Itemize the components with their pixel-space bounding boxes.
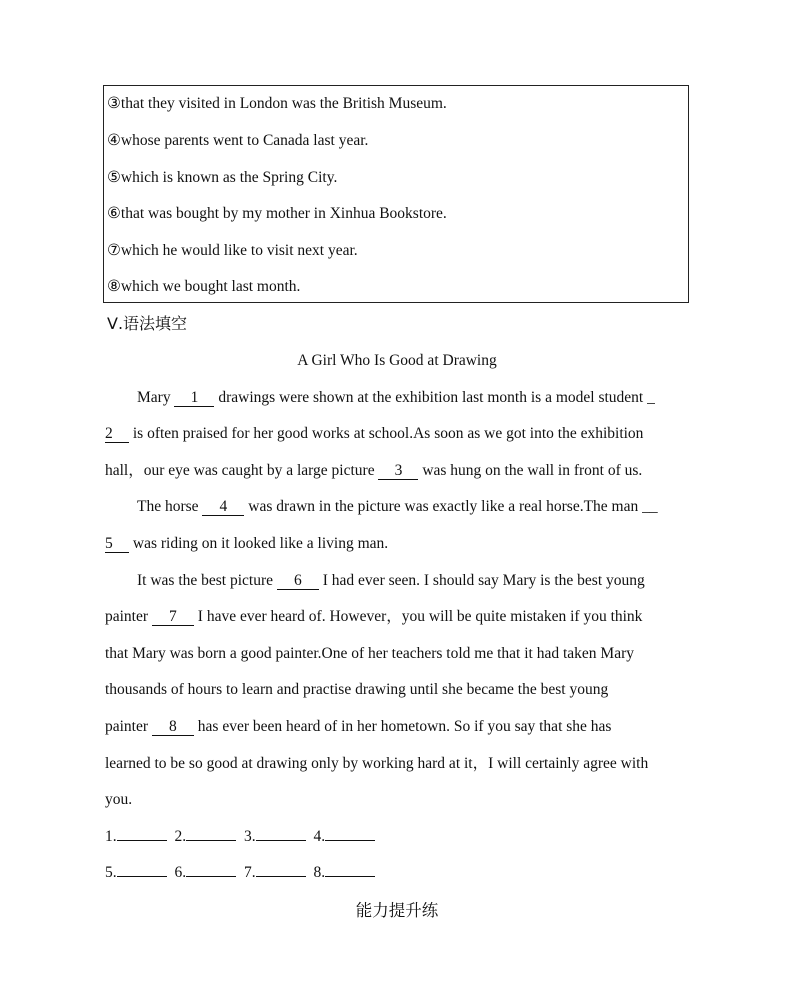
option-6: ⑥that was bought by my mother in Xinhua Bookstore.: [107, 205, 447, 222]
passage-line: thousands of hours to learn and practise drawing until she became the best young: [105, 681, 609, 698]
answer-number: 2.: [174, 828, 187, 845]
option-8: ⑧which we bought last month.: [107, 278, 301, 295]
passage-line: you.: [105, 791, 133, 808]
answer-item: [105, 826, 167, 848]
passage-line: [105, 716, 611, 738]
passage-line: [105, 423, 643, 445]
passage-text: was hung on the wall in front of us.: [418, 462, 643, 479]
answer-item: [244, 826, 306, 848]
answer-number: 4.: [313, 828, 326, 845]
answer-row: [105, 826, 379, 848]
option-3: ③that they visited in London was the British Museum.: [107, 95, 447, 112]
answer-number: 3.: [244, 828, 256, 845]
passage-line: [105, 606, 642, 628]
option-5: ⑤which is known as the Spring City.: [107, 169, 338, 186]
answer-blank-4[interactable]: [325, 826, 375, 841]
passage-line: learned to be so good at drawing only by working hard at it，I will certainly agree with: [105, 755, 649, 772]
blank-5[interactable]: 5: [105, 535, 129, 553]
answer-item: [244, 862, 306, 884]
blank-2[interactable]: 2: [105, 425, 129, 443]
passage-text: painter: [105, 608, 152, 625]
answer-item: [105, 862, 167, 884]
blank-3[interactable]: 3: [378, 462, 418, 480]
passage-text: was drawn in the picture was exactly like a real horse.The man __: [244, 498, 658, 515]
answer-blank-3[interactable]: [256, 826, 306, 841]
answer-number: 7.: [244, 864, 256, 881]
passage-line: [137, 570, 645, 592]
option-7: ⑦which he would like to visit next year.: [107, 242, 358, 259]
answer-number: 8.: [313, 864, 326, 881]
answer-item: [314, 826, 376, 848]
passage-text: hall，our eye was caught by a large picture: [105, 462, 379, 479]
passage-line: [105, 533, 388, 555]
passage-text: It was the best picture: [137, 572, 277, 589]
passage-text: drawings were shown at the exhibition last month is a model student _: [214, 389, 655, 406]
answer-item: [175, 862, 237, 884]
answer-number: 1.: [105, 828, 117, 845]
passage-text: painter: [105, 718, 152, 735]
passage-text: I have ever heard of. However，you will be quite mistaken if you think: [193, 608, 643, 625]
blank-4[interactable]: 4: [202, 498, 244, 516]
answer-blank-1[interactable]: [117, 826, 167, 841]
answer-blank-8[interactable]: [325, 862, 375, 877]
answer-item: [314, 862, 376, 884]
passage-text: I had ever seen. I should say Mary is the best young: [318, 572, 645, 589]
passage-line: [137, 387, 655, 409]
answer-blank-2[interactable]: [186, 826, 236, 841]
blank-7[interactable]: 7: [152, 608, 194, 626]
answer-number: 5.: [105, 864, 117, 881]
passage-title: A Girl Who Is Good at Drawing: [297, 352, 497, 369]
answer-row: [105, 862, 379, 884]
answer-blank-5[interactable]: [117, 862, 167, 877]
answer-number: 6.: [174, 864, 187, 881]
answer-blank-7[interactable]: [256, 862, 306, 877]
passage-line: [137, 496, 658, 518]
blank-1[interactable]: 1: [174, 389, 214, 407]
passage-text: Mary: [137, 389, 175, 406]
options-box: [103, 85, 689, 303]
answer-blank-6[interactable]: [186, 862, 236, 877]
passage-text: The horse: [137, 498, 203, 515]
section-heading: Ⅴ.语法填空: [107, 314, 188, 333]
footer-heading: 能力提升练: [355, 901, 439, 920]
option-4: ④whose parents went to Canada last year.: [107, 132, 369, 149]
blank-8[interactable]: 8: [152, 718, 194, 736]
passage-text: has ever been heard of in her hometown. So if you say that she has: [193, 718, 612, 735]
passage-text: is often praised for her good works at school.As soon as we got into the exhibition: [129, 425, 644, 442]
blank-6[interactable]: 6: [277, 572, 319, 590]
passage-line: that Mary was born a good painter.One of her teachers told me that it had taken Mary: [105, 645, 634, 662]
passage-text: was riding on it looked like a living man.: [129, 535, 389, 552]
passage-line: [105, 460, 642, 482]
answer-item: [175, 826, 237, 848]
